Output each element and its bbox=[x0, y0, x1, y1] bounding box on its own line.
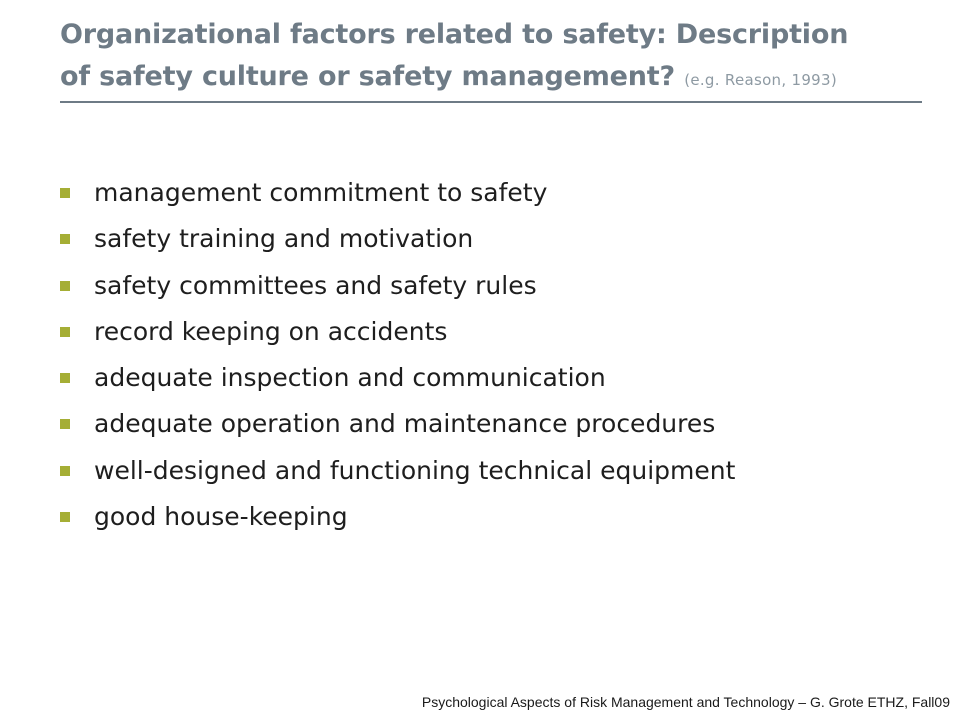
square-bullet-icon bbox=[60, 466, 70, 476]
slide-footer: Psychological Aspects of Risk Management and Technology – G. Grote ETHZ, Fall09 bbox=[421, 694, 950, 710]
bullet-item bbox=[60, 401, 940, 447]
bullet-item bbox=[60, 448, 940, 494]
title-line-2-text: of safety culture or safety management? bbox=[60, 61, 675, 92]
slide-title bbox=[60, 14, 930, 101]
title-line-2 bbox=[60, 56, 930, 101]
title-underline bbox=[60, 101, 922, 103]
title-line-1: Organizational factors related to safety: Description bbox=[60, 19, 849, 50]
bullet-text: record keeping on accidents bbox=[94, 316, 448, 346]
bullet-text: safety committees and safety rules bbox=[94, 270, 537, 300]
bullet-item bbox=[60, 309, 940, 355]
bullet-item bbox=[60, 494, 940, 540]
bullet-item bbox=[60, 170, 940, 216]
square-bullet-icon bbox=[60, 419, 70, 429]
bullet-list bbox=[60, 170, 940, 540]
bullet-item bbox=[60, 216, 940, 262]
square-bullet-icon bbox=[60, 373, 70, 383]
square-bullet-icon bbox=[60, 188, 70, 198]
title-citation: (e.g. Reason, 1993) bbox=[684, 71, 838, 89]
bullet-text: good house-keeping bbox=[94, 502, 348, 532]
square-bullet-icon bbox=[60, 281, 70, 291]
bullet-text: adequate operation and maintenance procedures bbox=[94, 409, 716, 439]
square-bullet-icon bbox=[60, 327, 70, 337]
bullet-text: well-designed and functioning technical equipment bbox=[94, 455, 736, 485]
square-bullet-icon bbox=[60, 512, 70, 522]
bullet-text: adequate inspection and communication bbox=[94, 363, 606, 393]
bullet-item bbox=[60, 355, 940, 401]
bullet-item bbox=[60, 263, 940, 309]
bullet-text: management commitment to safety bbox=[94, 178, 548, 207]
square-bullet-icon bbox=[60, 234, 70, 244]
bullet-text: safety training and motivation bbox=[94, 224, 474, 254]
